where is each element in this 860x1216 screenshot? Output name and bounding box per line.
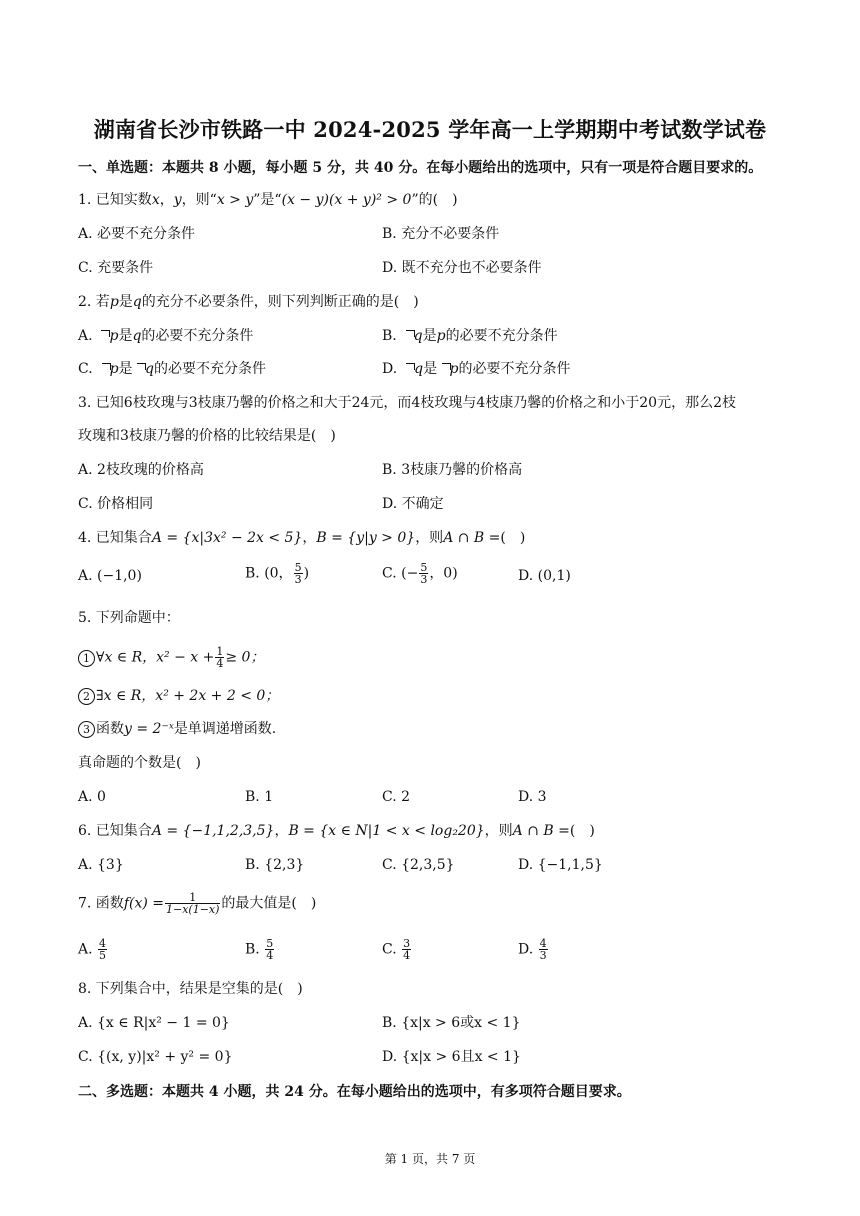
question-2-stem: 2. 若p是q的充分不必要条件，则下列判断正确的是( ) <box>78 294 419 310</box>
question-7-option-a: A. $\frac{4}{5}$ <box>78 937 107 962</box>
question-7-stem: 7. 函数f(x) = $\frac{1}{1-x(1-x)}$ 的最大值是( ) <box>78 891 317 916</box>
question-4-option-d: D. (0,1) <box>518 568 571 584</box>
question-6-option-c: C. {2,3,5} <box>382 857 455 873</box>
question-5-proposition-2: 2 ∃x ∈ R，x² + 2x + 2 < 0； <box>78 686 279 706</box>
question-1-option-d: D. 既不充分也不必要条件 <box>382 260 542 276</box>
question-5-option-d: D. 3 <box>518 789 547 805</box>
question-1-option-c: C. 充要条件 <box>78 260 154 276</box>
question-7-option-d: D. $\frac{4}{3}$ <box>518 937 547 962</box>
question-3-option-a: A. 2枝玫瑰的价格高 <box>78 462 204 478</box>
question-5-option-c: C. 2 <box>382 789 411 805</box>
question-8-option-a: A. {x ∈ R|x² − 1 = 0} <box>78 1015 230 1031</box>
question-4-stem: 4. 已知集合A = {x|3x² − 2x < 5}，B = {y|y > 0}，则A ∩ B =( ) <box>78 530 526 546</box>
question-8-stem: 8. 下列集合中，结果是空集的是( ) <box>78 981 303 997</box>
question-1-stem: 1. 已知实数x，y，则“x > y”是“(x − y)(x + y)² > 0”的( ) <box>78 192 458 208</box>
question-4-option-c: C. (− $\frac{5}{3}$ ，0) <box>382 561 458 586</box>
question-6-option-b: B. {2,3} <box>245 857 305 873</box>
question-3-option-b: B. 3枝康乃馨的价格高 <box>382 462 523 478</box>
question-5-option-b: B. 1 <box>245 789 274 805</box>
question-1-option-b: B. 充分不必要条件 <box>382 226 500 242</box>
question-8-option-c: C. {(x, y)|x² + y² = 0} <box>78 1049 233 1065</box>
question-7-option-c: C. $\frac{3}{4}$ <box>382 937 411 962</box>
page-footer: 第 1 页，共 7 页 <box>384 1152 476 1166</box>
question-1-option-a: A. 必要不充分条件 <box>78 226 196 242</box>
question-6-stem: 6. 已知集合A = {−1,1,2,3,5}，B = {x ∈ N|1 < x < log₂20}，则A ∩ B =( ) <box>78 823 595 839</box>
question-5-proposition-1: 1 ∀x ∈ R，x² − x + $\frac{1}{4}$ ≥ 0； <box>78 646 264 669</box>
question-2-option-a: A. p是q的必要不充分条件 <box>78 328 254 344</box>
question-5-option-a: A. 0 <box>78 789 106 805</box>
question-7-option-b: B. $\frac{5}{4}$ <box>245 937 274 962</box>
question-2-option-b: B. q是p的必要不充分条件 <box>382 328 558 344</box>
question-8-option-d: D. {x|x > 6且x < 1} <box>382 1049 521 1065</box>
question-6-option-a: A. {3} <box>78 857 124 873</box>
question-3-stem-line-1: 3. 已知6枝玫瑰与3枝康乃馨的价格之和大于24元，而4枝玫瑰与4枝康乃馨的价格之和小于20元，那么2枝 <box>78 395 736 411</box>
question-4-option-b: B. (0， $\frac{5}{3}$ ) <box>245 561 310 586</box>
question-3-option-d: D. 不确定 <box>382 496 444 512</box>
question-3-option-c: C. 价格相同 <box>78 496 154 512</box>
section-multiple-choice: 二、多选题：本题共 4 小题，共 24 分。在每小题给出的选项中，有多项符合题目要求。 <box>78 1084 631 1100</box>
question-5-ask: 真命题的个数是( ) <box>78 755 201 771</box>
exam-title: 湖南省长沙市铁路一中 2024-2025 学年高一上学期期中考试数学试卷 <box>93 117 767 142</box>
question-6-option-d: D. {−1,1,5} <box>518 857 603 873</box>
question-4-option-a: A. (−1,0) <box>78 568 142 584</box>
question-3-stem-line-2: 玫瑰和3枝康乃馨的价格的比较结果是( ) <box>78 428 336 444</box>
section-single-choice: 一、单选题：本题共 8 小题，每小题 5 分，共 40 分。在每小题给出的选项中，只有一项是符合题目要求的。 <box>78 160 763 176</box>
question-2-option-d: D. q是 p的必要不充分条件 <box>382 361 571 377</box>
question-5-proposition-3: 3 函数y = 2⁻ˣ是单调递增函数. <box>78 719 276 739</box>
question-5-stem: 5. 下列命题中： <box>78 610 180 626</box>
question-8-option-b: B. {x|x > 6或x < 1} <box>382 1015 521 1031</box>
question-2-option-c: C. p是 q的必要不充分条件 <box>78 361 266 377</box>
